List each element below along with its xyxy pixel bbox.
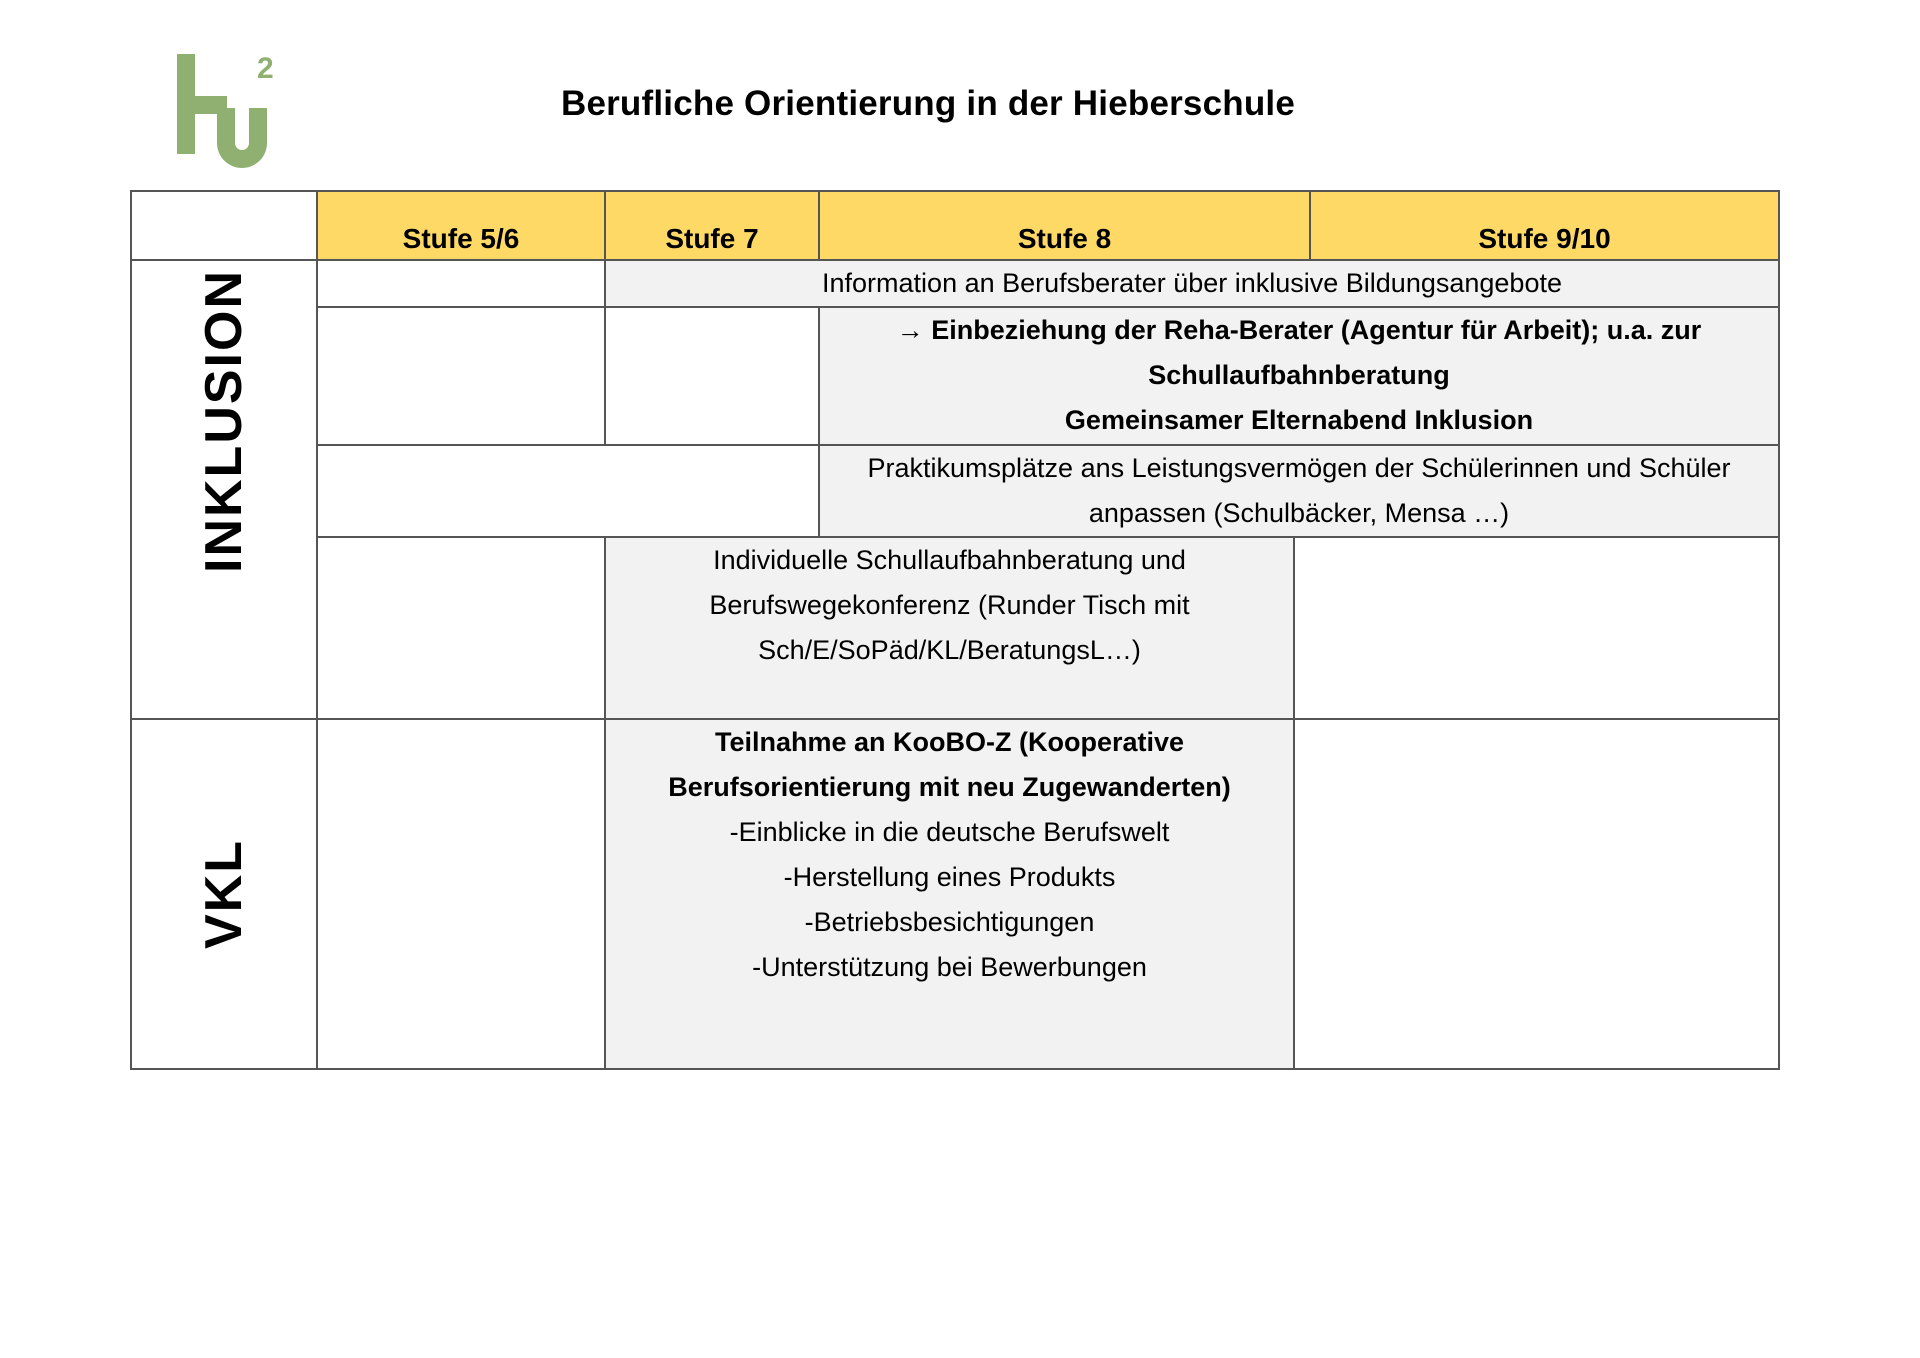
schullaufbahn-line-3: Sch/E/SoPäd/KL/BeratungsL…) bbox=[758, 635, 1141, 665]
inkl-row4-stufe910-empty bbox=[1294, 537, 1779, 719]
koobo-z-cell bbox=[605, 719, 1294, 1069]
reha-line-2: Schullaufbahnberatung bbox=[1148, 360, 1450, 390]
koobo-item: -Einblicke in die deutsche Berufswelt bbox=[729, 817, 1170, 847]
document-title: Berufliche Orientierung in der Hieberschule bbox=[560, 84, 1296, 123]
reha-line-1: → Einbeziehung der Reha-Berater (Agentur für Arbeit); u.a. zur bbox=[896, 315, 1702, 345]
reha-berater-cell bbox=[819, 307, 1779, 445]
orientation-table bbox=[130, 190, 1780, 1070]
praktikum-cell bbox=[819, 445, 1779, 537]
header-stufe-7: Stufe 7 bbox=[605, 191, 819, 260]
inkl-row2-stufe7-empty bbox=[605, 307, 819, 445]
inkl-row4-stufe56-empty bbox=[317, 537, 605, 719]
header-stufe-8: Stufe 8 bbox=[819, 191, 1310, 260]
inkl-row2-stufe56-empty bbox=[317, 307, 605, 445]
inkl-row1-stufe56-empty bbox=[317, 260, 605, 307]
praktikum-line-1: Praktikumsplätze ans Leistungsvermögen der Schülerinnen und Schüler bbox=[867, 453, 1731, 483]
koobo-item: -Betriebsbesichtigungen bbox=[804, 907, 1095, 937]
vkl-label: VKL bbox=[195, 839, 253, 949]
section-vkl bbox=[131, 719, 317, 1069]
schullaufbahn-cell bbox=[605, 537, 1294, 719]
koobo-title-line-2: Berufsorientierung mit neu Zugewanderten) bbox=[668, 772, 1231, 802]
koobo-title-line-1: Teilnahme an KooBO-Z (Kooperative bbox=[714, 727, 1185, 757]
header-corner-cell bbox=[131, 191, 317, 260]
koobo-item: -Herstellung eines Produkts bbox=[783, 862, 1116, 892]
header-stufe-5-6: Stufe 5/6 bbox=[317, 191, 605, 260]
arrow-right-icon: → bbox=[896, 315, 924, 345]
section-inklusion bbox=[131, 260, 317, 719]
reha-line-3: Gemeinsamer Elternabend Inklusion bbox=[1064, 405, 1534, 435]
schullaufbahn-line-1: Individuelle Schullaufbahnberatung und bbox=[713, 545, 1186, 575]
praktikum-line-2: anpassen (Schulbäcker, Mensa …) bbox=[1088, 498, 1510, 528]
inkl-row3-stufe56-7-empty bbox=[317, 445, 819, 537]
schullaufbahn-line-2: Berufswegekonferenz (Runder Tisch mit bbox=[709, 590, 1190, 620]
vkl-stufe56-empty bbox=[317, 719, 605, 1069]
koobo-item: -Unterstützung bei Bewerbungen bbox=[752, 952, 1147, 982]
info-berufsberater-cell: Information an Berufsberater über inklusive Bildungsangebote bbox=[605, 260, 1779, 307]
header-stufe-9-10: Stufe 9/10 bbox=[1310, 191, 1779, 260]
vkl-stufe910-empty bbox=[1294, 719, 1779, 1069]
logo-superscript: 2 bbox=[257, 52, 274, 85]
inklusion-label: INKLUSION bbox=[195, 269, 253, 573]
